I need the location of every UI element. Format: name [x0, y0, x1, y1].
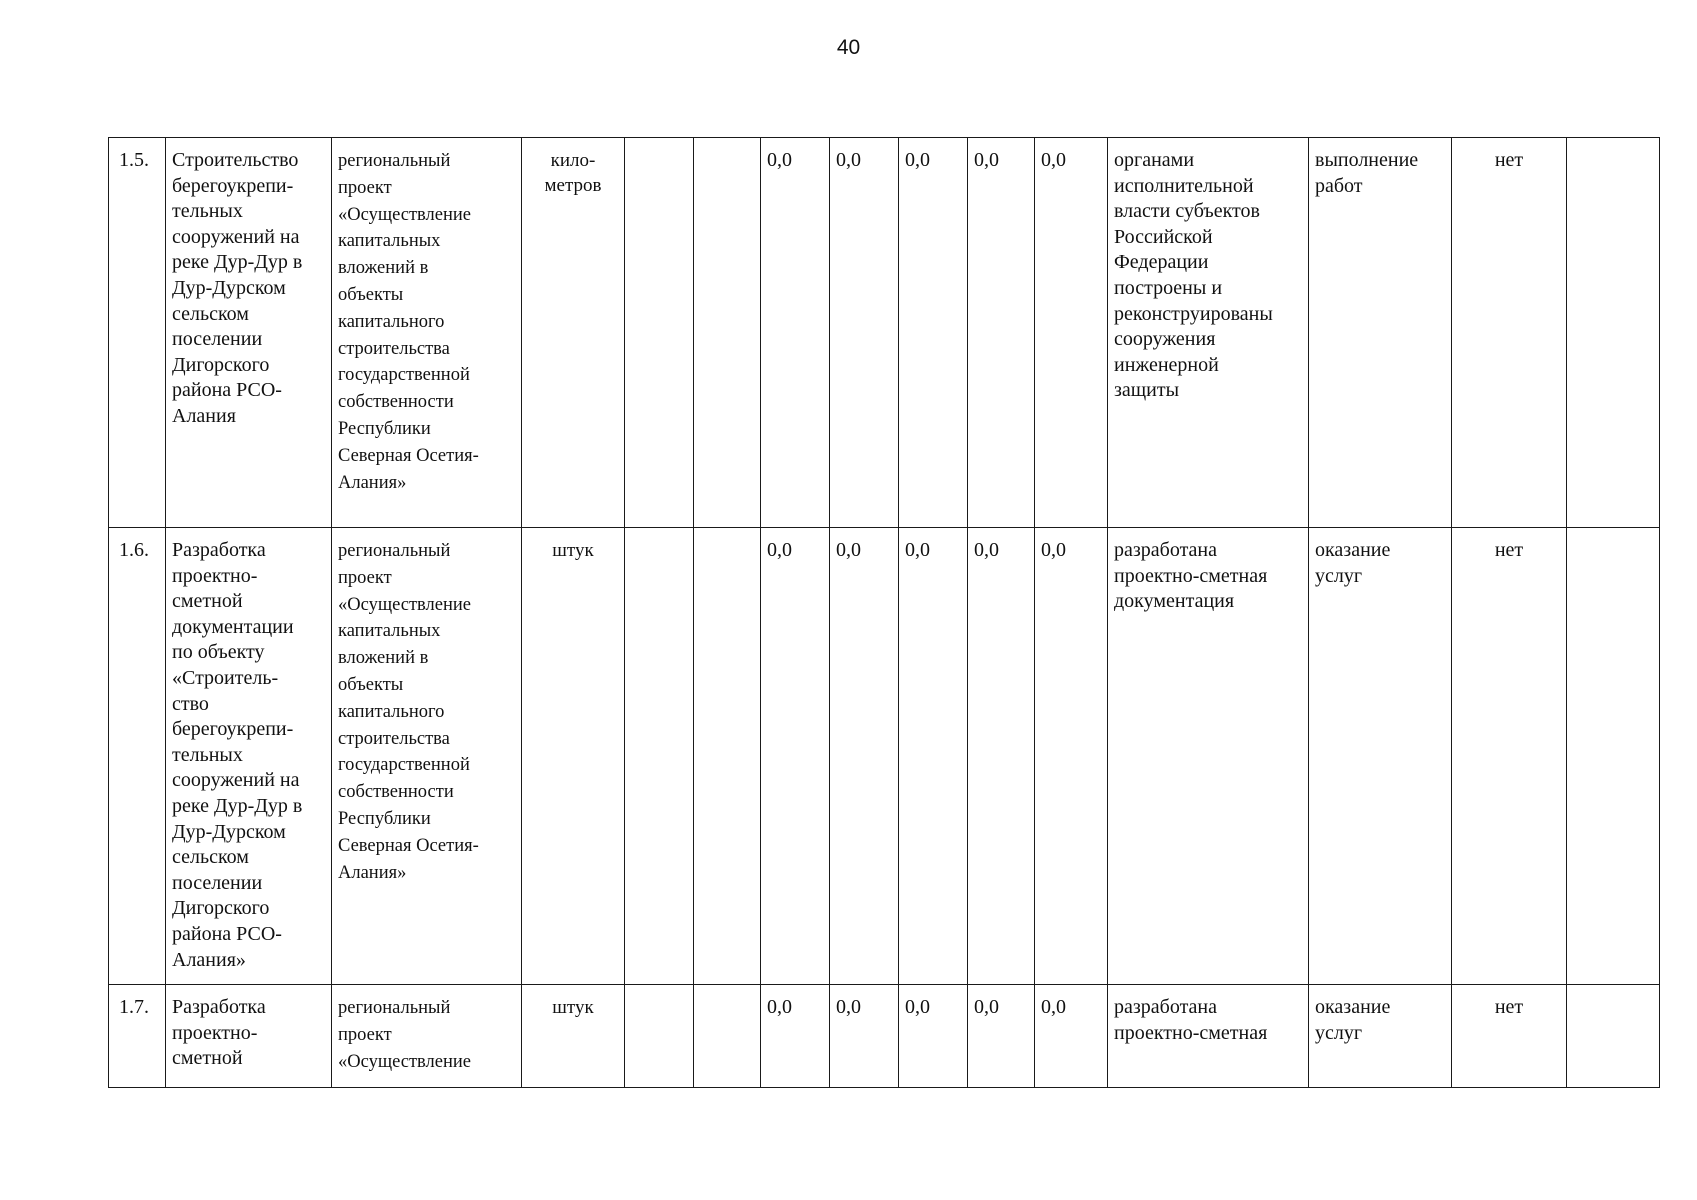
flag-cell: нет: [1452, 528, 1567, 985]
measure-name: Разработка проектно- сметной: [166, 985, 332, 1088]
measure-name: Разработка проектно- сметной документации по объекту «Строитель- ство берегоукрепи- тельных сооружений на реке Дур-Дур в Дур-Дурском сельском поселении Дигорского района РСО- Алания»: [166, 528, 332, 985]
value-cell: 0,0: [968, 138, 1035, 528]
row-index: 1.5.: [109, 138, 166, 528]
value-cell: 0,0: [761, 528, 830, 985]
value-cell: 0,0: [830, 138, 899, 528]
result-type: выполнение работ: [1309, 138, 1452, 528]
empty-cell: [1567, 528, 1660, 985]
value-cell: 0,0: [761, 138, 830, 528]
result-description: разработана проектно-сметная: [1108, 985, 1309, 1088]
regional-project: региональный проект «Осуществление капитальных вложений в объекты капитального строительства государственной собственности Республики Северная Осетия- Алания»: [332, 138, 522, 528]
result-type: оказание услуг: [1309, 528, 1452, 985]
empty-cell: [694, 138, 761, 528]
empty-cell: [694, 528, 761, 985]
value-cell: 0,0: [968, 985, 1035, 1088]
result-type: оказание услуг: [1309, 985, 1452, 1088]
empty-cell: [694, 985, 761, 1088]
table-row: [109, 138, 1660, 528]
value-cell: 0,0: [1035, 528, 1108, 985]
value-cell: 0,0: [899, 528, 968, 985]
value-cell: 0,0: [1035, 138, 1108, 528]
table-row: [109, 528, 1660, 985]
measure-name: Строительство берегоукрепи- тельных сооружений на реке Дур-Дур в Дур-Дурском сельском поселении Дигорского района РСО- Алания: [166, 138, 332, 528]
flag-cell: нет: [1452, 138, 1567, 528]
value-cell: 0,0: [899, 138, 968, 528]
page-number: 40: [836, 36, 861, 59]
result-description: разработана проектно-сметная документация: [1108, 528, 1309, 985]
row-index: 1.7.: [109, 985, 166, 1088]
regional-project: региональный проект «Осуществление: [332, 985, 522, 1088]
empty-cell: [625, 528, 694, 985]
value-cell: 0,0: [830, 528, 899, 985]
value-cell: 0,0: [761, 985, 830, 1088]
result-description: органами исполнительной власти субъектов Российской Федерации построены и реконструированы сооружения инженерной защиты: [1108, 138, 1309, 528]
empty-cell: [1567, 138, 1660, 528]
unit-of-measure: кило- метров: [522, 138, 625, 528]
measures-table: [108, 137, 1660, 1088]
value-cell: 0,0: [968, 528, 1035, 985]
value-cell: 0,0: [899, 985, 968, 1088]
regional-project: региональный проект «Осуществление капитальных вложений в объекты капитального строительства государственной собственности Республики Северная Осетия- Алания»: [332, 528, 522, 985]
value-cell: 0,0: [830, 985, 899, 1088]
flag-cell: нет: [1452, 985, 1567, 1088]
empty-cell: [1567, 985, 1660, 1088]
unit-of-measure: штук: [522, 528, 625, 985]
unit-of-measure: штук: [522, 985, 625, 1088]
row-index: 1.6.: [109, 528, 166, 985]
value-cell: 0,0: [1035, 985, 1108, 1088]
table-row: [109, 985, 1660, 1088]
empty-cell: [625, 138, 694, 528]
empty-cell: [625, 985, 694, 1088]
